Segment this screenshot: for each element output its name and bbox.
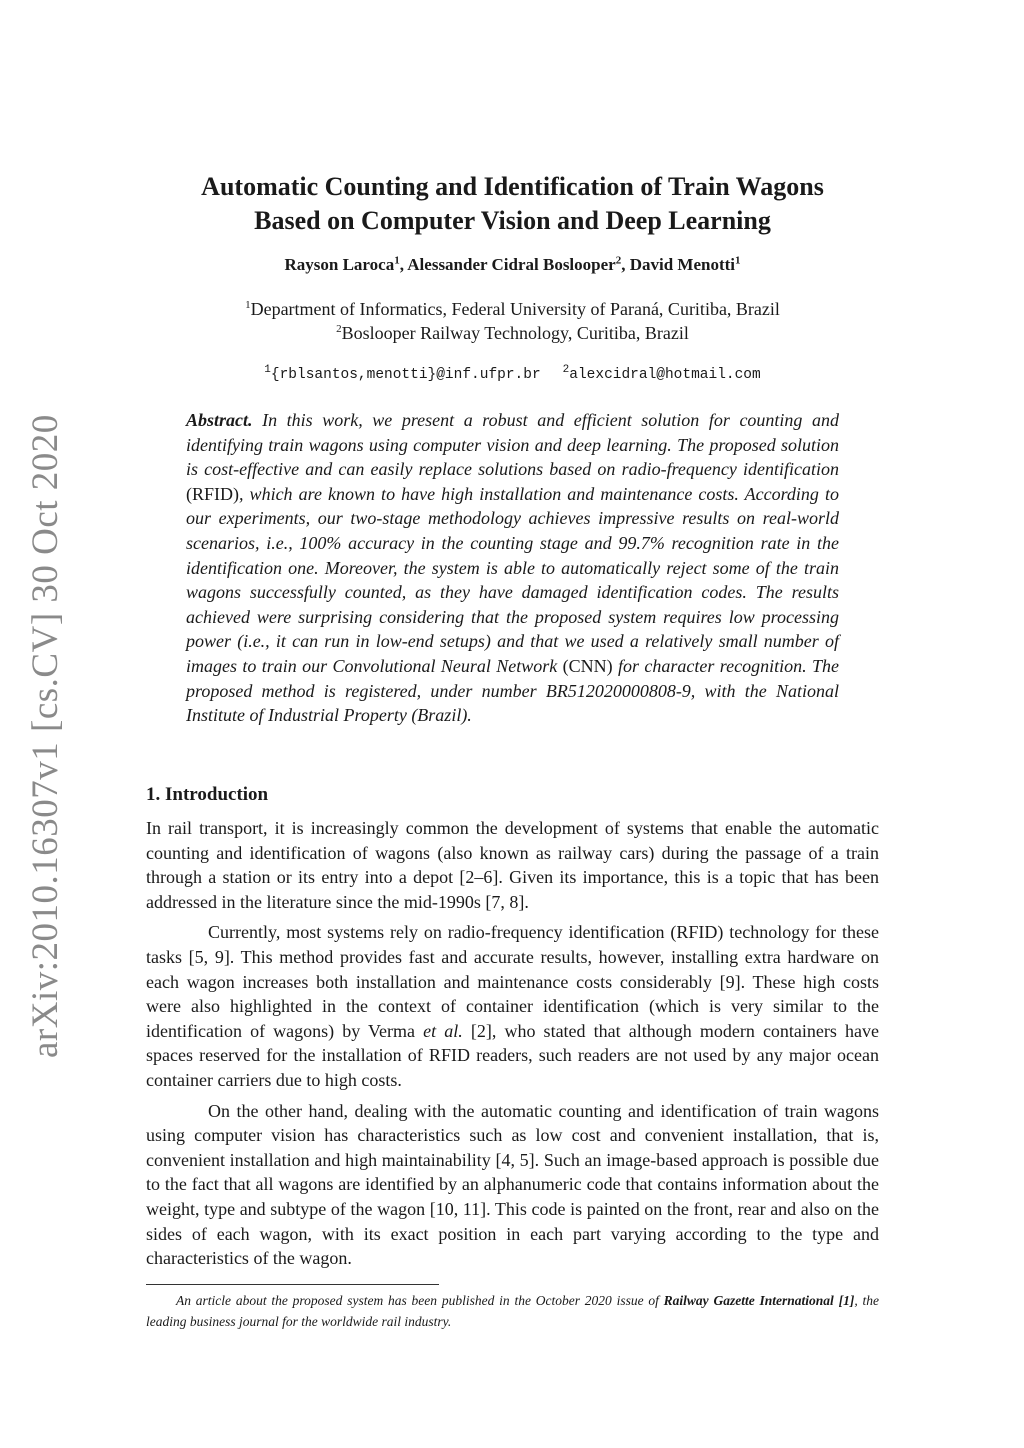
footnote [146, 1290, 879, 1332]
et-al-text: et al. [423, 1020, 463, 1041]
footnote-rule [146, 1284, 439, 1285]
introduction-body [146, 816, 879, 1271]
affiliation-mark: 2 [336, 323, 342, 335]
author-emails [146, 364, 879, 386]
author-affil-mark: 1 [394, 254, 400, 267]
paragraph-text: [2], who stated that although modern containers have spaces reserved for the installation of RFID readers, such readers are not used by any major ocean container carriers due to high costs. [146, 1020, 879, 1090]
author-list: Rayson Laroca$^1$, Alessander Cidral Boslooper$^2$, David Menotti$^1$ [284, 254, 741, 274]
affiliation-text: Department of Informatics, Federal University of Paraná, Curitiba, Brazil [250, 299, 780, 319]
title-line-2: Based on Computer Vision and Deep Learning [254, 206, 771, 235]
abstract-acronym-rfid: (RFID) [186, 483, 239, 504]
author-affil-mark: 1 [735, 254, 741, 267]
section-heading: 1. Introduction [146, 784, 269, 805]
title-line-1: Automatic Counting and Identification of Train Wagons [201, 172, 824, 201]
paper-title [146, 170, 879, 238]
footnote-text: , the leading business journal for the worldwide rail industry. [146, 1293, 879, 1329]
abstract-text: In this work, we present a robust and efficient solution for counting and identifying train wagons using computer vision and deep learning. The proposed solution is cost-effective and can easily replace solutions based on radio-frequency identification [186, 410, 839, 480]
paragraph-3: On the other hand, dealing with the automatic counting and identification of train wagons using computer vision has characteristics such as low cost and convenient installation, that is, convenient installation and high maintainability [4, 5]. Such an image-based approach is possible due to the fact that all wagons are identified by an alphanumeric code that contains information about the weight, type and subtype of the wagon [10, 11]. This code is painted on the front, rear and also on the sides of each wagon, with its exact position in each part varying according to the type and characteristics of the wagon. [146, 1100, 879, 1269]
abstract-acronym-cnn: (CNN) [562, 655, 613, 676]
author-name: Rayson Laroca [284, 255, 395, 274]
abstract-text: , which are known to have high installation and maintenance costs. According to our experiments, our two-stage methodology achieves impressive results on real-world scenarios, i.e., 100% accuracy in the counting stage and 99.7% recognition rate in the identification one. Moreover, the system is able to automatically reject some of the train wagons successfully counted, as they have damaged identification codes. The results achieved were surprising considering that the proposed system requires low processing power (i.e., it can run in low-end setups) and that we used a relatively small number of images to train our Convolutional Neural Network [186, 483, 839, 676]
abstract [186, 408, 839, 728]
affiliation-mark: 1 [245, 299, 251, 311]
author-name: Alessander Cidral Boslooper [407, 255, 616, 274]
affiliation-text: Boslooper Railway Technology, Curitiba, Brazil [341, 323, 689, 343]
affiliation-2 [146, 321, 879, 345]
arxiv-margin-stamp: arXiv:2010.16307v1 [cs.CV] 30 Oct 2020 [25, 414, 66, 1058]
email-address: {rblsantos,menotti}@inf.ufpr.br [270, 367, 541, 383]
abstract-text: for character recognition. The proposed method is registered, under number BR512020000808-9, with the National Institute of Industrial Property (Brazil). [186, 655, 839, 726]
paragraph-2 [146, 920, 879, 1092]
email-address: alexcidral@hotmail.com [569, 367, 761, 383]
email-mark: 2 [562, 364, 570, 377]
email-mark: 1 [264, 364, 271, 377]
paragraph-1: In rail transport, it is increasingly common the development of systems that enable the automatic counting and identification of wagons (also known as railway cars) during the passage of a train through a station or its entry into a depot [2–6]. Given its importance, this is a topic that has been addressed in the literature since the mid-1990s [7, 8]. [146, 818, 879, 912]
footnote-body [146, 1290, 879, 1332]
author-affil-mark: 2 [615, 254, 622, 267]
affiliation-1 [146, 297, 879, 321]
footnote-journal: Railway Gazette International [1] [663, 1293, 855, 1308]
paragraph-text: Currently, most systems rely on radio-frequency identification (RFID) technology for these tasks [5, 9]. This method provides fast and accurate results, however, installing extra hardware on each wagon increases both installation and maintenance costs considerably [9]. These high costs were also highlighted in the context of container identification (which is very similar to the identification of wagons) by Verma [146, 922, 879, 1041]
abstract-label: Abstract. [186, 410, 253, 430]
affiliations [146, 297, 879, 345]
footnote-text: An article about the proposed system has been published in the October 2020 issue of [176, 1293, 664, 1308]
author-name: David Menotti [629, 255, 735, 274]
